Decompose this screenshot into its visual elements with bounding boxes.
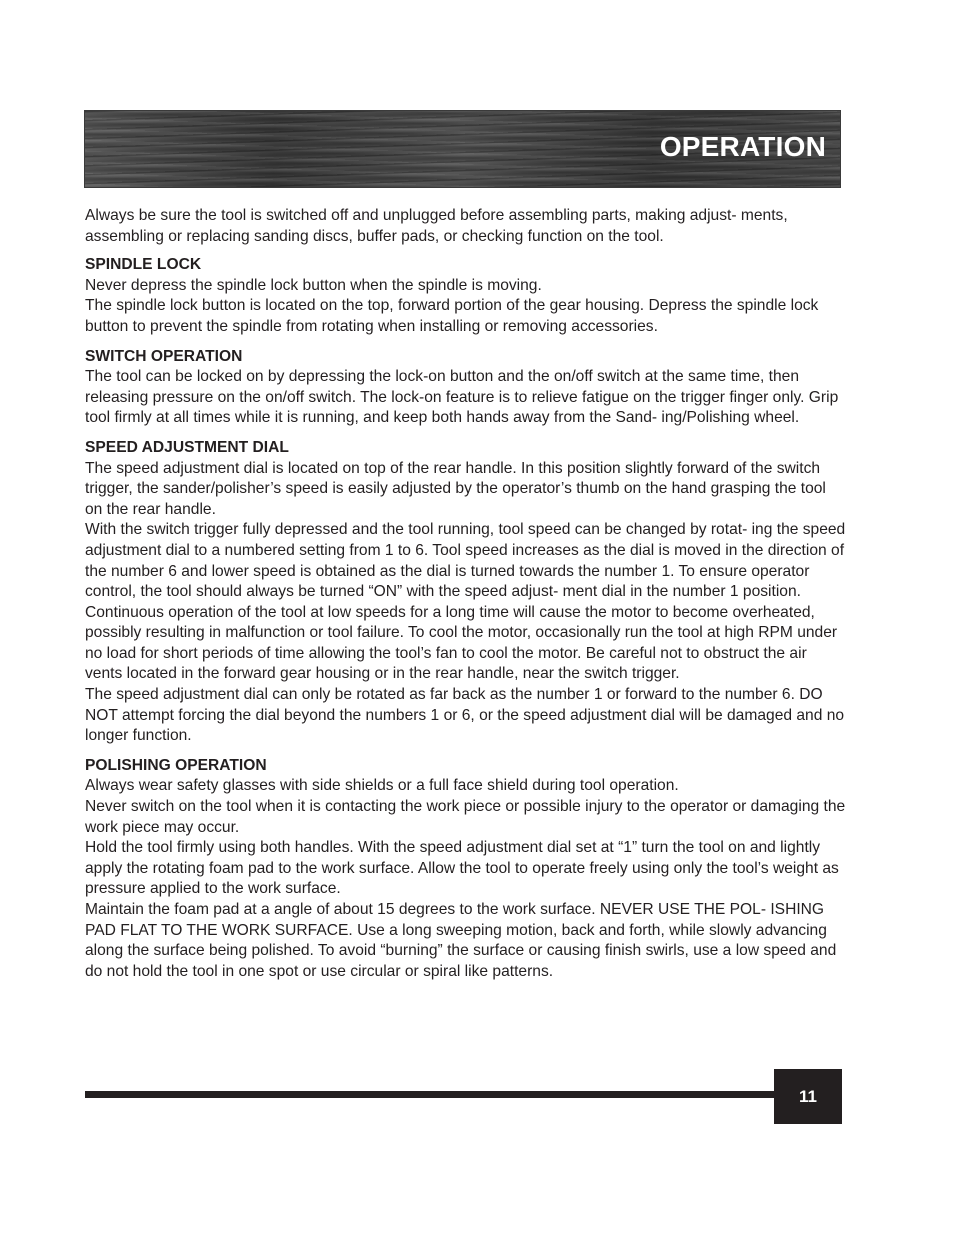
paragraph: The spindle lock button is located on the top, forward portion of the gear housing. Depress the spindle lock button to prevent the spindle from rotating when installing or removing accessories. <box>85 297 819 335</box>
paragraph: Never depress the spindle lock button when the spindle is moving. <box>85 276 542 294</box>
paragraph: Never switch on the tool when it is contacting the work piece or possible injury to the operator or damaging the work piece may occur. <box>85 798 846 836</box>
paragraph: Continuous operation of the tool at low speeds for a long time will cause the motor to become overheated, possibly resulting in malfunction or tool failure. To cool the motor, occasionally run the tool at high RPM under no load for short periods of time allowing the tool’s fan to cool the motor. Be careful not to obstruct the air vents located in the forward gear housing or in the rear handle, near the switch trigger. <box>85 603 838 683</box>
paragraph: With the switch trigger fully depressed and the tool running, tool speed can be changed by rotat- ing the speed adjustment dial to a numbered setting from 1 to 6. Tool speed increases as the dial is moved in the direction of the number 6 and lower speed is obtained as the dial is turned towards the number 1. To ensure operator control, the tool should always be turned “ON” with the speed adjust- ment dial in the number 1 position. <box>85 521 846 601</box>
section-spindle-lock <box>85 255 847 337</box>
footer-rule <box>85 1091 775 1098</box>
main-content <box>85 206 847 991</box>
paragraph: Hold the tool firmly using both handles. With the speed adjustment dial set at “1” turn the tool on and lightly apply the rotating foam pad to the work surface. Allow the tool to operate freely using only the tool’s weight as pressure applied to the work surface. <box>85 839 839 898</box>
section-switch-operation <box>85 347 847 429</box>
section-heading: SPEED ADJUSTMENT DIAL <box>85 438 289 456</box>
paragraph: The speed adjustment dial can only be rotated as far back as the number 1 or forward to the number 6. DO NOT attempt forcing the dial beyond the numbers 1 or 6, or the speed adjustment dial will be damaged and no longer function. <box>85 686 845 745</box>
section-heading: SWITCH OPERATION <box>85 347 243 365</box>
intro-paragraph: Always be sure the tool is switched off and unplugged before assembling parts, making adjust- ments, assembling or replacing sanding discs, buffer pads, or checking function on the tool. <box>85 207 788 245</box>
section-speed-adjustment-dial <box>85 438 847 747</box>
section-heading: SPINDLE LOCK <box>85 256 202 274</box>
paragraph: Maintain the foam pad at a angle of about 15 degrees to the work surface. NEVER USE THE POL- ISHING PAD FLAT TO THE WORK SURFACE. Use a long sweeping motion, back and forth, while slowly advancing along the surface being polished. To avoid “burning” the surface or causing finish swirls, use a low speed and do not hold the tool in one spot or use circular or spiral like patterns. <box>85 901 837 980</box>
page-title: OPERATION <box>659 131 826 162</box>
section-header-banner <box>84 110 841 188</box>
paragraph: Always wear safety glasses with side shields or a full face shield during tool operation. <box>85 777 679 795</box>
paragraph: The speed adjustment dial is located on top of the rear handle. In this position slightly forward of the switch trigger, the sander/polisher’s speed is easily adjusted by the operator’s thumb on the hand grasping the tool on the rear handle. <box>85 459 826 518</box>
page-number: 11 <box>774 1069 842 1124</box>
paragraph: The tool can be locked on by depressing the lock-on button and the on/off switch at the same time, then releasing pressure on the on/off switch. The lock-on feature is to relieve fatigue on the trigger finger only. Grip tool firmly at all times while it is running, and keep both hands away from the Sand- ing/Polishing wheel. <box>85 368 839 427</box>
section-heading: POLISHING OPERATION <box>85 756 267 774</box>
section-polishing-operation <box>85 756 847 983</box>
